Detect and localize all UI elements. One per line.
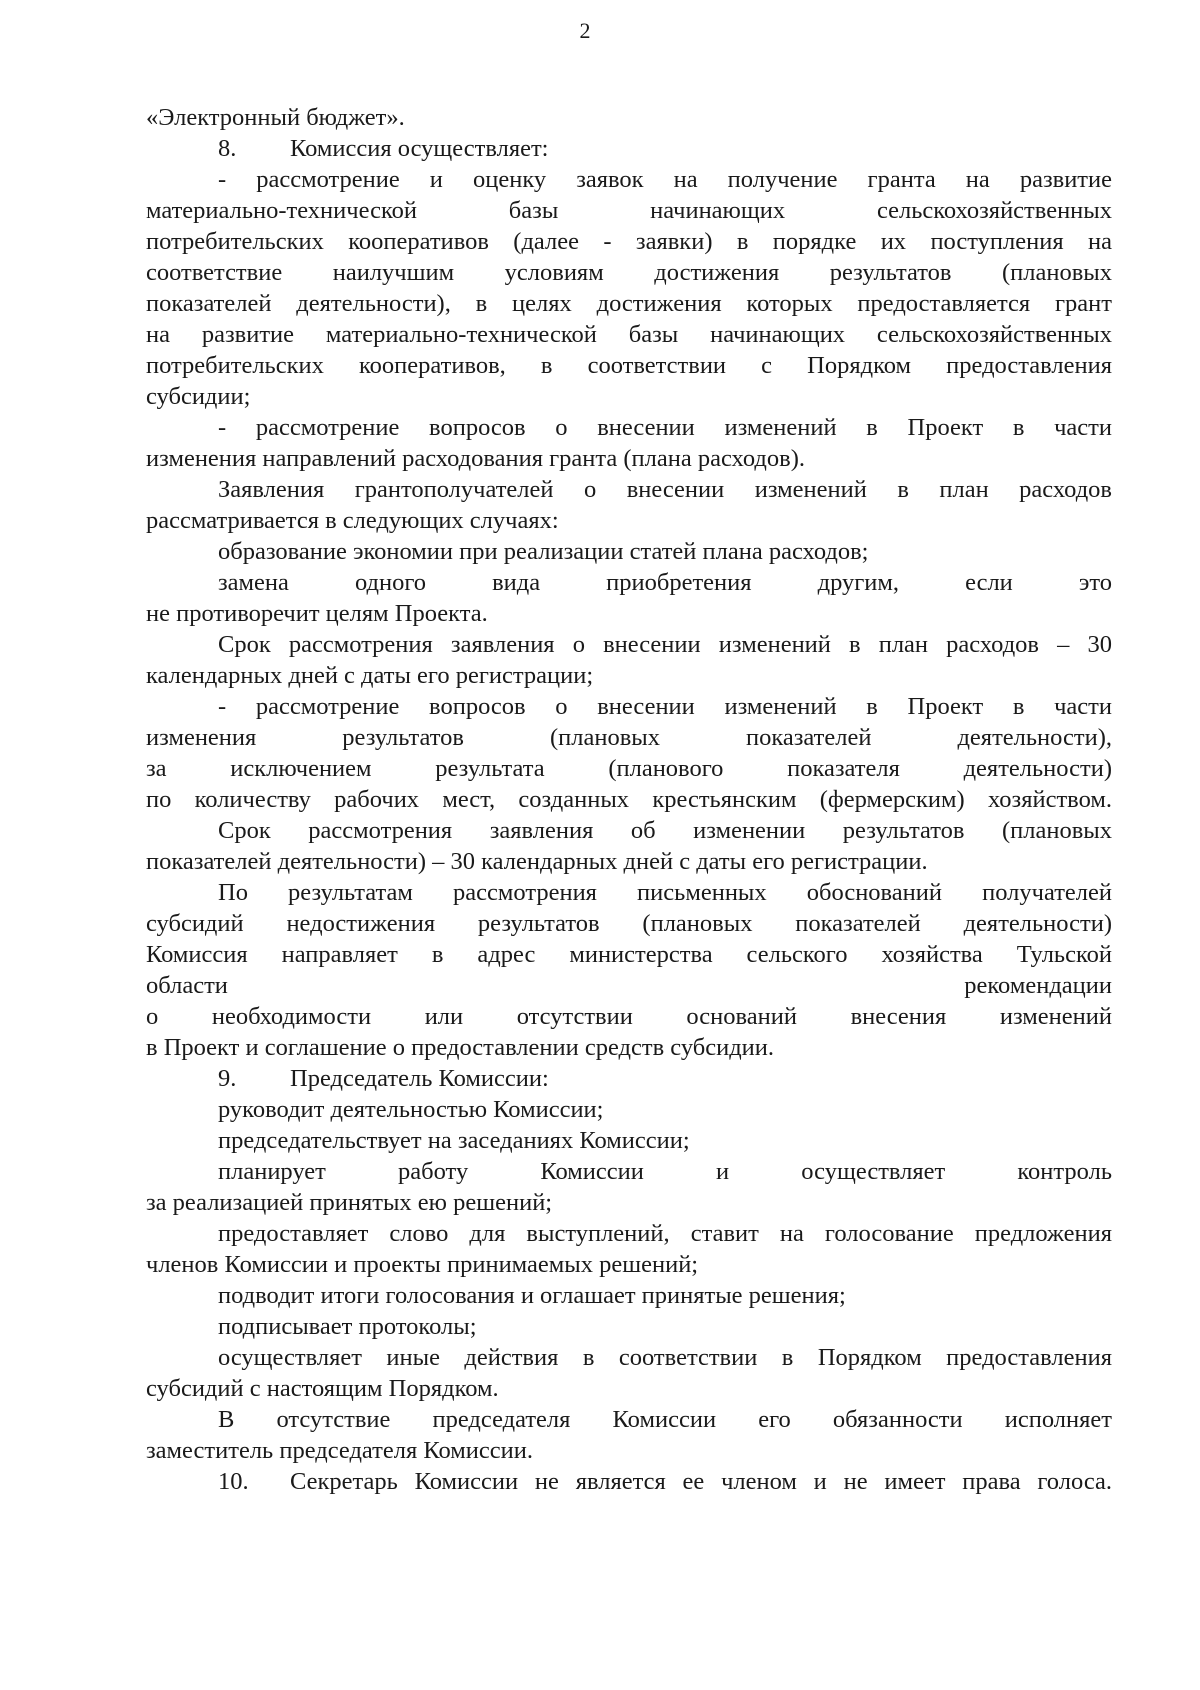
- section-number: 8.: [218, 135, 237, 162]
- text-line: соответствие наилучшим условиям достижения результатов (плановых: [146, 259, 1112, 286]
- text-line: материально-технической базы начинающих сельскохозяйственных: [146, 197, 1112, 224]
- text-line: Срок рассмотрения заявления об изменении результатов (плановых: [218, 817, 1112, 844]
- text-line: [146, 1063, 1112, 1094]
- page-number: 2: [579, 18, 591, 43]
- text-line: по количеству рабочих мест, созданных крестьянским (фермерским) хозяйством.: [146, 786, 1112, 813]
- text-line: на развитие материально-технической базы начинающих сельскохозяйственных: [146, 321, 1112, 348]
- text-line: замена одного вида приобретения другим, если это: [218, 569, 1112, 596]
- section-heading-text: Комиссия осуществляет:: [290, 135, 549, 162]
- text-line: Заявления грантополучателей о внесении изменений в план расходов: [218, 476, 1112, 503]
- text-line: за исключением результата (планового показателя деятельности): [146, 755, 1112, 782]
- text-line: изменения результатов (плановых показателей деятельности),: [146, 724, 1112, 751]
- text-line: осуществляет иные действия в соответствии в Порядком предоставления: [218, 1344, 1112, 1371]
- text-line: субсидий недостижения результатов (плановых показателей деятельности): [146, 910, 1112, 937]
- text-line: - рассмотрение вопросов о внесении изменений в Проект в части: [218, 693, 1112, 720]
- text-line: субсидии;: [146, 383, 251, 410]
- text-line: По результатам рассмотрения письменных обоснований получателей: [218, 879, 1112, 906]
- document-body: [146, 102, 1112, 1497]
- text-line: субсидий с настоящим Порядком.: [146, 1375, 499, 1402]
- text-line: показателей деятельности), в целях достижения которых предоставляется грант: [146, 290, 1112, 317]
- text-line: не противоречит целям Проекта.: [146, 600, 488, 627]
- text-line: - рассмотрение вопросов о внесении изменений в Проект в части: [218, 414, 1112, 441]
- text-line: изменения направлений расходования гранта (плана расходов).: [146, 445, 805, 472]
- text-line: за реализацией принятых ею решений;: [146, 1189, 553, 1216]
- text-line: В отсутствие председателя Комиссии его обязанности исполняет: [218, 1406, 1112, 1433]
- text-line: Срок рассмотрения заявления о внесении изменений в план расходов – 30: [218, 631, 1112, 658]
- text-line: подписывает протоколы;: [218, 1313, 477, 1340]
- text-line: «Электронный бюджет».: [146, 104, 405, 131]
- section-number: 10.: [218, 1468, 249, 1495]
- text-line: планирует работу Комиссии и осуществляет контроль: [218, 1158, 1112, 1185]
- text-line: календарных дней с даты его регистрации;: [146, 662, 594, 689]
- text-line: членов Комиссии и проекты принимаемых решений;: [146, 1251, 699, 1278]
- text-line: [146, 133, 1112, 164]
- text-line: заместитель председателя Комиссии.: [146, 1437, 533, 1464]
- text-line: предоставляет слово для выступлений, ставит на голосование предложения: [218, 1220, 1112, 1247]
- text-line: в Проект и соглашение о предоставлении средств субсидии.: [146, 1034, 775, 1061]
- text-line: рассматривается в следующих случаях:: [146, 507, 559, 534]
- text-line: области рекомендации: [146, 972, 1112, 999]
- text-line: показателей деятельности) – 30 календарных дней с даты его регистрации.: [146, 848, 928, 875]
- section-number: 9.: [218, 1065, 237, 1092]
- text-line: о необходимости или отсутствии оснований внесения изменений: [146, 1003, 1112, 1030]
- text-line: [146, 1466, 1112, 1497]
- text-line: потребительских кооперативов (далее - заявки) в порядке их поступления на: [146, 228, 1112, 255]
- text-line: - рассмотрение и оценку заявок на получение гранта на развитие: [218, 166, 1112, 193]
- text-line: Комиссия направляет в адрес министерства сельского хозяйства Тульской: [146, 941, 1112, 968]
- text-line: образование экономии при реализации статей плана расходов;: [218, 538, 869, 565]
- text-line: председательствует на заседаниях Комиссии;: [218, 1127, 690, 1154]
- section-heading-text: Секретарь Комиссии не является ее членом и не имеет права голоса.: [290, 1468, 1112, 1495]
- text-line: потребительских кооперативов, в соответствии с Порядком предоставления: [146, 352, 1112, 379]
- text-line: подводит итоги голосования и оглашает принятые решения;: [218, 1282, 846, 1309]
- section-heading-text: Председатель Комиссии:: [290, 1065, 549, 1092]
- text-line: руководит деятельностью Комиссии;: [218, 1096, 604, 1123]
